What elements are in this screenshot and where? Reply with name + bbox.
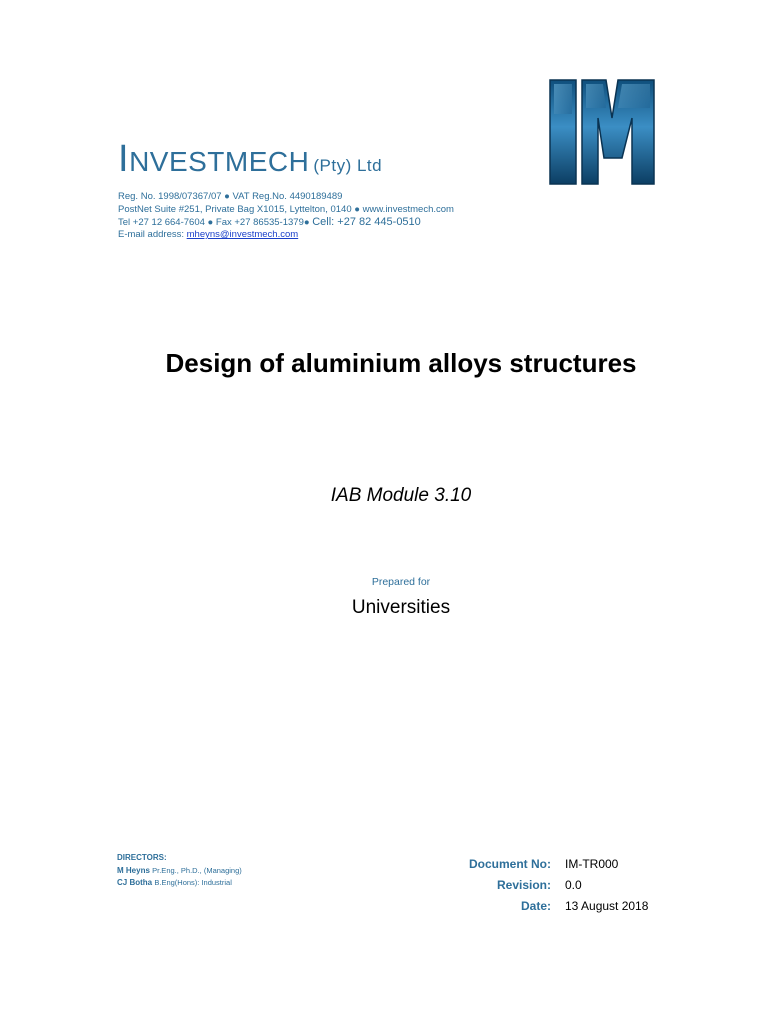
director-entry: [117, 876, 242, 889]
directors-heading: DIRECTORS:: [117, 853, 167, 862]
phone-fax: Tel +27 12 664-7604 ● Fax +27 86535-1379●: [118, 217, 310, 228]
address-line: PostNet Suite #251, Private Bag X1015, Lyttelton, 0140 ● www.investmech.com: [118, 204, 454, 215]
company-suffix: (Pty) Ltd: [313, 156, 383, 175]
detail-value: IM-TR000: [565, 856, 619, 871]
company-name-rest: NVESTMECH: [129, 146, 310, 177]
prepared-for-label: Prepared for: [371, 576, 431, 588]
company-name: [118, 138, 382, 181]
company-name-initial: I: [118, 138, 130, 180]
detail-row-revision: [420, 874, 648, 895]
detail-row-date: [420, 895, 648, 916]
director-qualifications: B.Eng(Hons): Industrial: [154, 878, 232, 887]
cell-number: Cell: +27 82 445-0510: [312, 216, 421, 228]
prepared-for-client: Universities: [351, 597, 451, 618]
document-details: [420, 853, 648, 916]
email-line: [118, 229, 298, 241]
detail-row-document-no: [420, 853, 648, 874]
detail-label: Revision:: [496, 877, 551, 892]
director-qualifications: Pr.Eng., Ph.D., (Managing): [152, 866, 242, 875]
director-name: M Heyns: [117, 866, 150, 875]
email-link[interactable]: mheyns@investmech.com: [186, 229, 299, 240]
detail-value: 0.0: [565, 877, 582, 892]
director-name: CJ Botha: [117, 878, 153, 887]
registration-line: Reg. No. 1998/07367/07 ● VAT Reg.No. 4490189489: [118, 191, 343, 202]
document-title: Design of aluminium alloys structures: [165, 348, 637, 378]
directors-block: [117, 851, 242, 889]
email-label: E-mail address:: [118, 229, 184, 240]
detail-value: 13 August 2018: [565, 898, 649, 913]
detail-label: Date:: [520, 898, 551, 913]
phone-line: [118, 216, 421, 229]
detail-label: Document No:: [469, 856, 551, 871]
company-logo: [548, 78, 656, 186]
module-name: IAB Module 3.10: [330, 485, 472, 506]
